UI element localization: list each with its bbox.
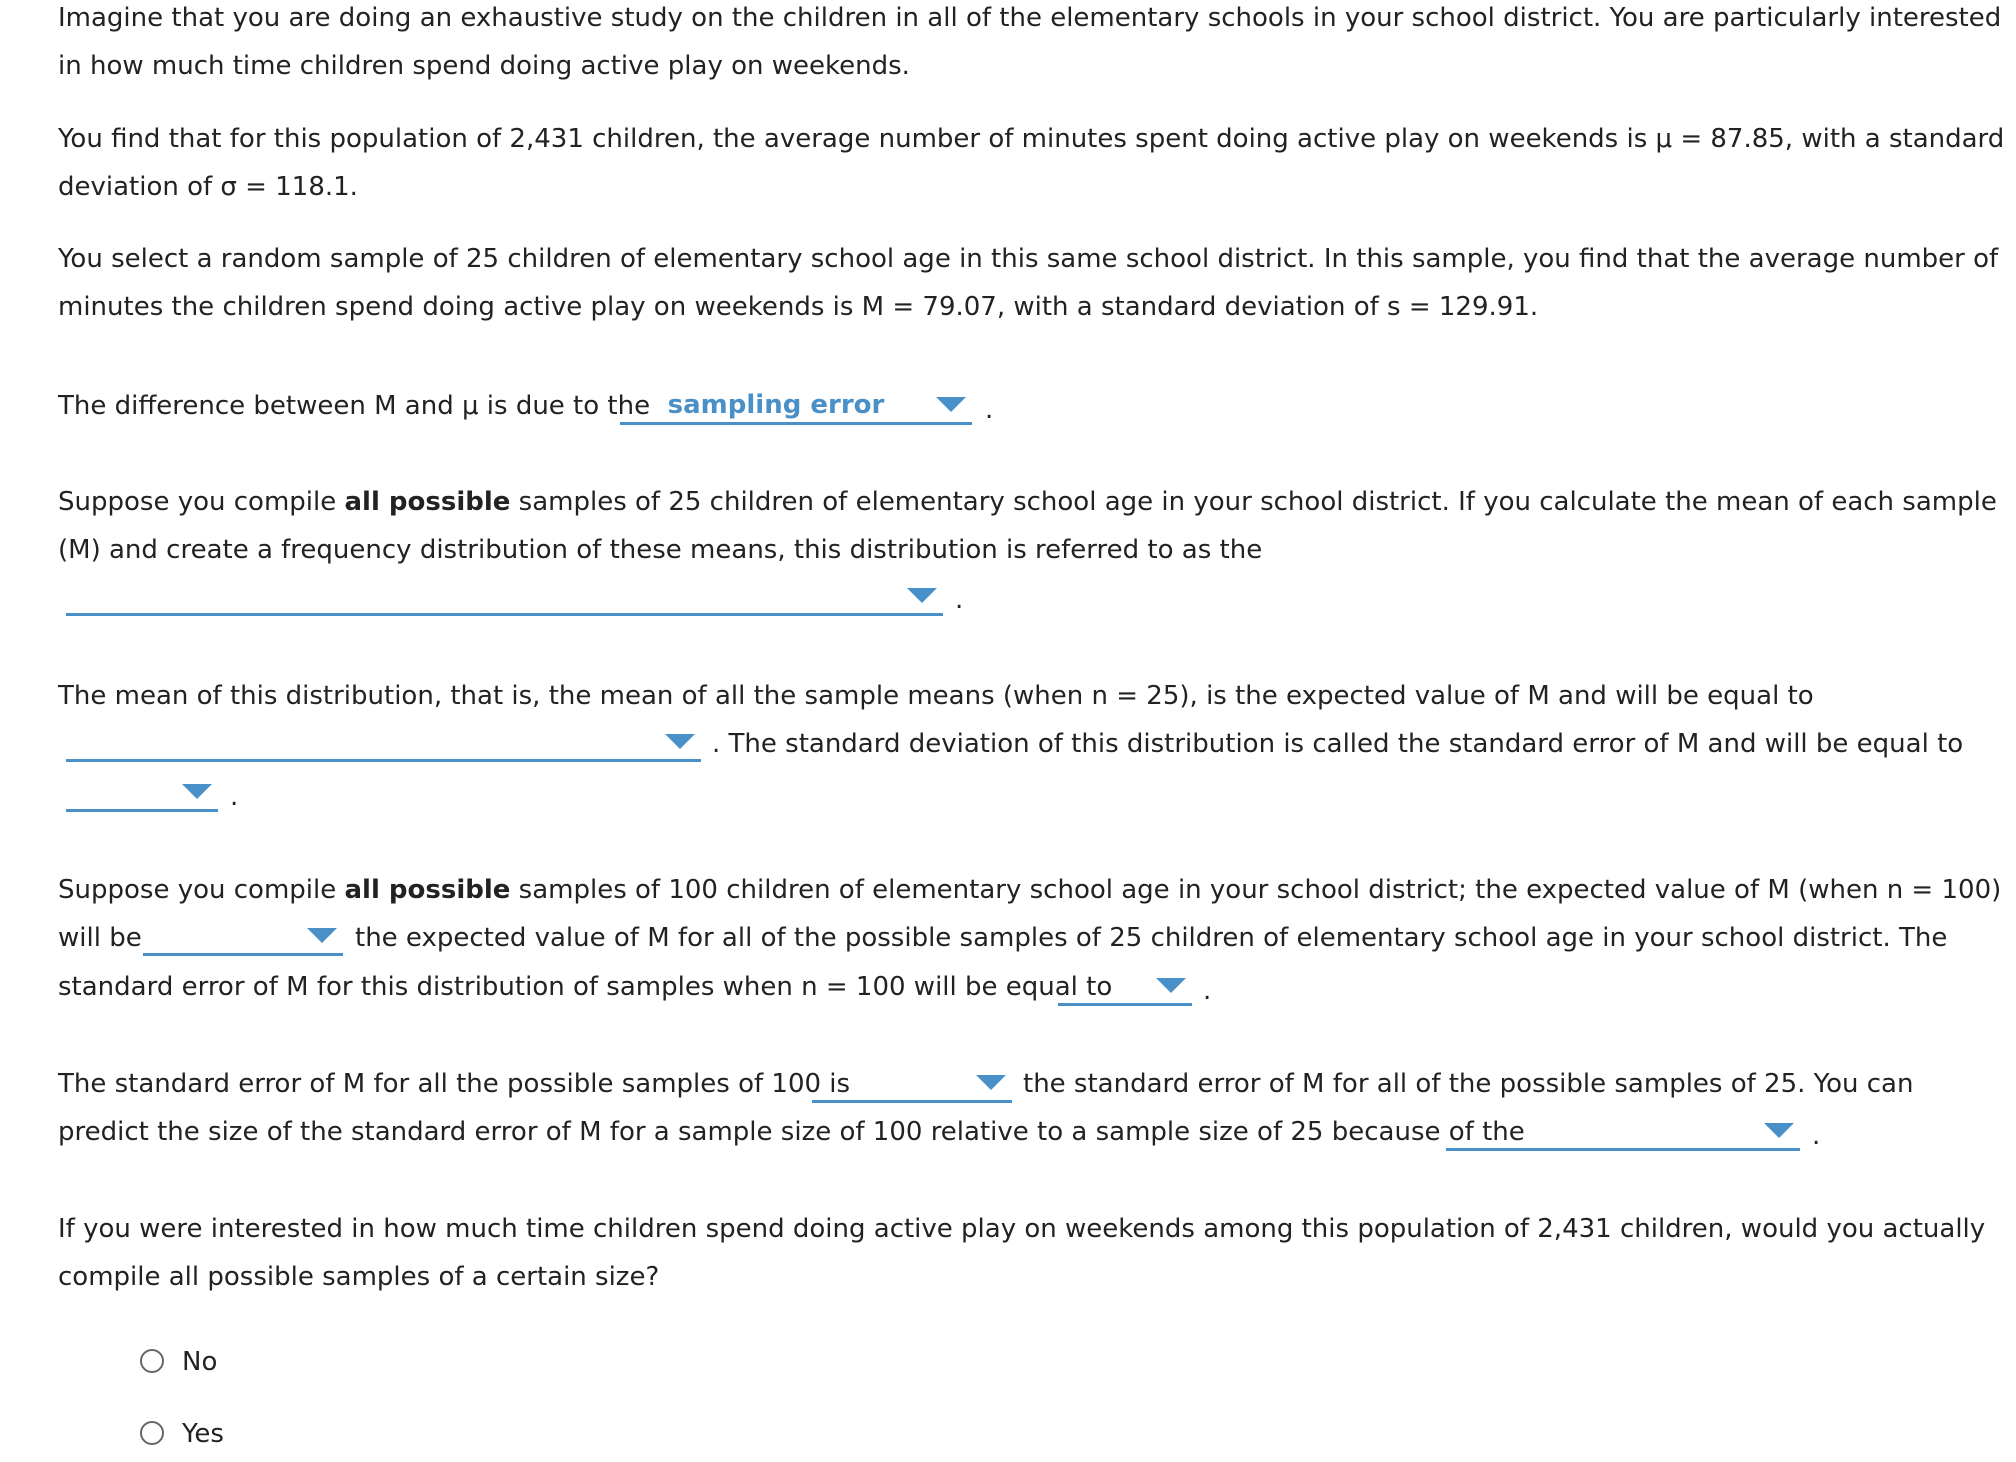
q4-line-1-pre: Suppose you compile — [58, 875, 337, 905]
q5-line-1-post-wrap — [1023, 1060, 1963, 1108]
q2-paragraph — [58, 478, 1997, 574]
q4-line-1-post: samples of 100 children of elementary school age in your school district; the expected value of M (when n = 100) — [518, 875, 2002, 905]
q4-line-2-pre: will be — [58, 923, 142, 953]
q6-line-1: If you were interested in how much time children spend doing active play on weekends among this population of 2,431 children, would you actually — [58, 1214, 1986, 1244]
q4-comparison-dropdown[interactable] — [143, 916, 343, 956]
q2-line-2: (M) and create a frequency distribution of these means, this distribution is referred to as the — [58, 535, 1263, 565]
q1-text — [58, 382, 1958, 430]
q2-line-1 — [58, 478, 1997, 526]
population-line-2: deviation of σ = 118.1. — [58, 172, 358, 202]
chevron-down-icon — [307, 928, 337, 943]
q3-se-dropdown[interactable] — [66, 772, 218, 812]
q1-period: . — [985, 395, 994, 425]
q4-se-dropdown[interactable] — [1058, 966, 1192, 1006]
radio-circle-icon[interactable] — [140, 1421, 164, 1445]
chevron-down-icon — [182, 784, 212, 799]
q5-line-1-pre: The standard error of M for all the possible samples of 100 is — [58, 1069, 851, 1099]
q5-period: . — [1812, 1121, 1821, 1151]
chevron-down-icon — [1764, 1123, 1794, 1138]
chevron-down-icon — [665, 734, 695, 749]
q4-line-2-post-wrap — [355, 914, 1955, 962]
q1-dropdown-value: sampling error — [667, 390, 885, 420]
chevron-down-icon — [1156, 978, 1186, 993]
q6-line-2: compile all possible samples of a certain size? — [58, 1262, 660, 1292]
intro-line-1: Imagine that you are doing an exhaustive study on the children in all of the elementary schools in your school district. You are particularly interested — [58, 3, 2002, 33]
q5-reason-dropdown[interactable] — [1446, 1111, 1800, 1151]
q1-label: The difference between M and μ is due to the — [58, 391, 651, 421]
q2-line-1-bold: all possible — [344, 487, 511, 517]
q2-period: . — [955, 585, 964, 615]
q3-line-1: The mean of this distribution, that is, the mean of all the sample means (when n = 25), is the expected value of M and will be equal to — [58, 681, 1814, 711]
sample-paragraph — [58, 235, 1999, 331]
q2-line-1-post: samples of 25 children of elementary school age in your school district. If you calculate the mean of each sample — [518, 487, 1997, 517]
chevron-down-icon — [936, 397, 966, 412]
q4-line-2-post: the expected value of M for all of the possible samples of 25 children of elementary school age in your school district. The — [355, 923, 1948, 953]
chevron-down-icon — [907, 588, 937, 603]
q4-line-1 — [58, 866, 2002, 914]
q5-line-2: predict the size of the standard error of M for a sample size of 100 relative to a sample size of 25 because of the — [58, 1117, 1525, 1147]
q2-line-1-pre: Suppose you compile — [58, 487, 337, 517]
chevron-down-icon — [976, 1075, 1006, 1090]
q2-dropdown[interactable] — [66, 576, 943, 616]
q4-line-3: standard error of M for this distribution of samples when n = 100 will be equal to — [58, 972, 1113, 1002]
q3-line-2-text: . The standard deviation of this distribution is called the standard error of M and will be equal to — [712, 729, 1964, 759]
sample-line-1: You select a random sample of 25 children of elementary school age in this same school district. In this sample, you find that the average number of — [58, 244, 1999, 274]
q4-period: . — [1203, 976, 1212, 1006]
q5-comparison-dropdown[interactable] — [812, 1063, 1012, 1103]
q4-line-3-wrap — [58, 963, 1958, 1011]
intro-paragraph — [58, 0, 2002, 90]
population-line-1: You find that for this population of 2,431 children, the average number of minutes spent doing active play on weekends is μ = 87.85, with a standard — [58, 124, 2005, 154]
intro-line-2: in how much time children spend doing active play on weekends. — [58, 51, 910, 81]
radio-option-yes-label: Yes — [182, 1419, 224, 1449]
radio-circle-icon[interactable] — [140, 1349, 164, 1373]
q4-paragraph-line-1 — [58, 866, 2002, 914]
q5-line-1-post: the standard error of M for all of the possible samples of 25. You can — [1023, 1069, 1914, 1099]
q3-paragraph — [58, 672, 1958, 720]
q3-mean-dropdown[interactable] — [66, 722, 701, 762]
q3-line-2 — [712, 720, 1962, 768]
q4-line-1-bold: all possible — [344, 875, 511, 905]
q1-dropdown[interactable] — [620, 385, 972, 425]
radio-option-no-label: No — [182, 1347, 218, 1377]
q3-period: . — [230, 782, 239, 812]
sample-line-2: minutes the children spend doing active play on weekends is M = 79.07, with a standard deviation of s = 129.91. — [58, 292, 1539, 322]
q6-paragraph — [58, 1205, 1986, 1301]
population-paragraph — [58, 115, 2005, 211]
